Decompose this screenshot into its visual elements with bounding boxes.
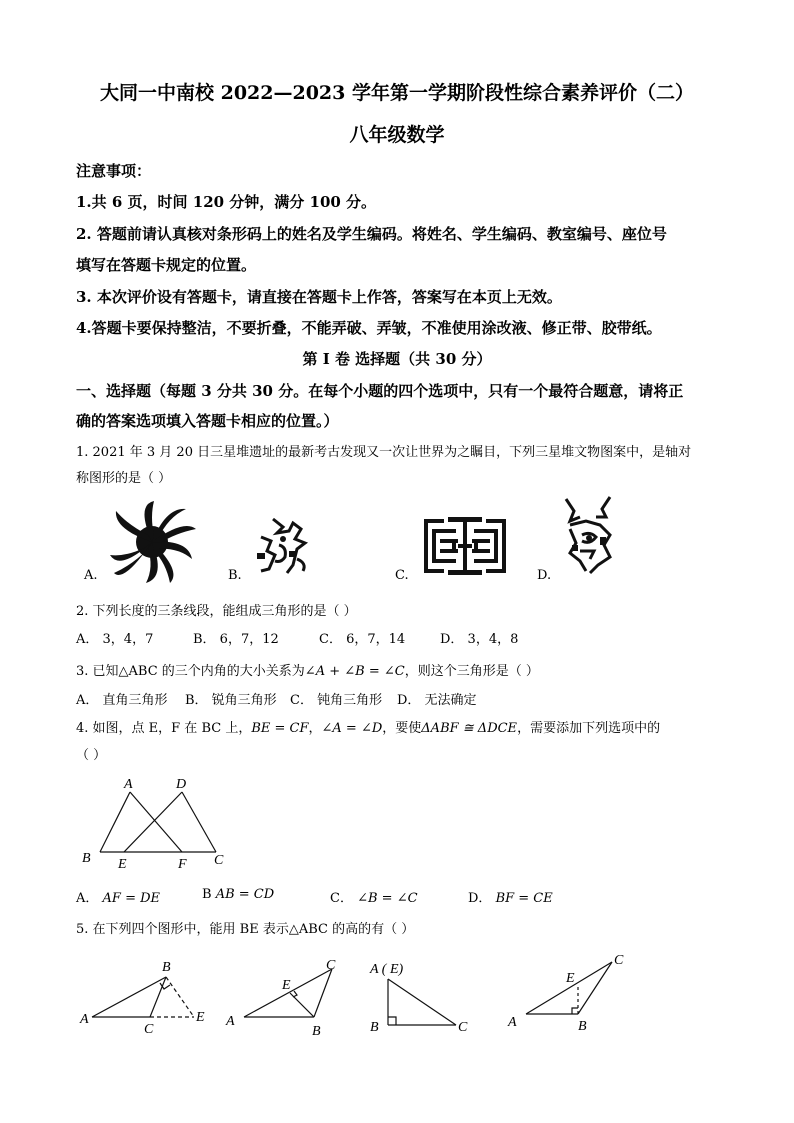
note-item: 1.共 6 页，时间 120 分钟，满分 100 分。 <box>76 193 377 211</box>
q4-triangle-figure <box>78 772 238 872</box>
section-instructions: 一、选择题（每题 3 分共 30 分。在每个小题的四个选项中，只有一个最符合题意，请将正 <box>76 382 684 400</box>
point-label: B <box>82 851 91 866</box>
q4-stem-text: ，要使 <box>382 721 422 736</box>
q4-stem <box>76 717 660 736</box>
q1-stem: 称图形的是（ ） <box>76 471 172 486</box>
point-label: A <box>226 1014 235 1029</box>
point-label: C <box>144 1022 154 1035</box>
q5-figure-2 <box>222 955 352 1040</box>
q3-stem-text: ，则这个三角形是（ ） <box>404 664 539 679</box>
q1-option-b-label: B. <box>228 568 242 583</box>
q3-option-a: A． 直角三角形 <box>76 693 168 708</box>
q4-option-c <box>330 887 418 906</box>
note-item: 填写在答题卡规定的位置。 <box>76 256 257 274</box>
note-item: 2. 答题前请认真核对条形码上的姓名及学生编码。将姓名、学生编码、教室编号、座位号 <box>76 225 667 243</box>
point-label: C <box>614 953 624 968</box>
q4-option-letter: C． <box>330 891 353 906</box>
q4-option-letter: B <box>202 887 212 902</box>
point-label: B <box>370 1020 379 1035</box>
q2-option-b: B． 6，7，12 <box>193 632 279 647</box>
dragon-artifact-image <box>253 515 315 575</box>
note-item: 3. 本次评价设有答题卡，请直接在答题卡上作答，答案写在本页上无效。 <box>76 288 562 306</box>
q3-stem-math: ∠A + ∠B = ∠C <box>304 664 405 679</box>
point-label: C <box>214 853 224 868</box>
q1-option-c-label: C. <box>395 568 409 583</box>
q4-option-math: AB = CD <box>215 887 275 902</box>
q4-stem-math: ∠A = ∠D <box>321 721 383 736</box>
point-label: E <box>282 978 291 993</box>
q1-option-d-label: D. <box>537 568 552 583</box>
q4-option-a <box>76 887 160 906</box>
q1-option-a-label: A. <box>84 568 98 583</box>
point-label: E <box>118 857 127 872</box>
section-title: 第 I 卷 选择题（共 30 分） <box>302 350 492 368</box>
bird-mask-artifact-image <box>560 495 618 575</box>
q5-figure-3 <box>364 955 484 1040</box>
q4-stem-text: ，需要添加下列选项中的 <box>517 721 661 736</box>
exam-title: 大同一中南校 2022—2023 学年第一学期阶段性综合素养评价（二） <box>100 82 694 104</box>
point-label: C <box>326 958 336 973</box>
symmetric-pattern-artifact-image <box>422 515 508 577</box>
q4-option-math: ∠B = ∠C <box>357 891 418 906</box>
q3-stem <box>76 660 539 679</box>
point-label: D <box>176 777 187 792</box>
q4-stem: （ ） <box>76 748 107 763</box>
q1-figures <box>76 495 716 585</box>
q5-stem: 5. 在下列四个图形中，能用 BE 表示△ABC 的高的有（ ） <box>76 922 415 937</box>
q3-option-b: B． 锐角三角形 <box>185 693 277 708</box>
q2-stem: 2. 下列长度的三条线段，能组成三角形的是（ ） <box>76 604 357 619</box>
q5-figure-4 <box>502 950 642 1035</box>
point-label: B <box>162 960 171 975</box>
spiral-artifact-image <box>106 499 198 585</box>
q3-option-d: D． 无法确定 <box>397 693 477 708</box>
point-label: A <box>80 1012 89 1027</box>
q4-option-letter: A． <box>76 891 99 906</box>
notes-heading: 注意事项： <box>76 162 152 180</box>
q4-option-d <box>468 887 553 906</box>
q5-figure-1 <box>76 955 216 1035</box>
point-label: A <box>124 777 133 792</box>
point-label: E <box>566 971 575 986</box>
point-label: A ( E) <box>370 962 404 977</box>
q1-stem: 1. 2021 年 3 月 20 日三星堆遗址的最新考古发现又一次让世界为之瞩目，下列三星堆文物图案中，是轴对 <box>76 445 692 460</box>
q2-option-d: D． 3，4，8 <box>440 632 519 647</box>
point-label: F <box>178 857 187 872</box>
point-label: B <box>312 1024 321 1039</box>
point-label: E <box>196 1010 205 1025</box>
point-label: B <box>578 1019 587 1034</box>
q4-stem-text: 4. 如图，点 E，F 在 BC 上， <box>76 721 252 736</box>
q2-option-a: A． 3，4，7 <box>76 632 154 647</box>
exam-subject: 八年级数学 <box>349 124 445 146</box>
section-instructions: 确的答案选项填入答题卡相应的位置。） <box>76 412 339 430</box>
q4-stem-math: ΔABF ≅ ΔDCE <box>421 721 518 736</box>
q3-stem-text: 3. 已知△ABC 的三个内角的大小关系为 <box>76 664 305 679</box>
q3-option-c: C． 钝角三角形 <box>290 693 383 708</box>
q4-option-math: BF = CE <box>495 891 553 906</box>
q4-stem-text: ， <box>308 721 322 736</box>
q4-option-math: AF = DE <box>102 891 161 906</box>
q2-option-c: C． 6，7，14 <box>319 632 406 647</box>
q4-option-b <box>202 887 274 902</box>
q4-option-letter: D． <box>468 891 492 906</box>
note-item: 4.答题卡要保持整洁，不要折叠，不能弄破、弄皱，不准使用涂改液、修正带、胶带纸。 <box>76 319 662 337</box>
point-label: A <box>508 1015 517 1030</box>
point-label: C <box>458 1020 468 1035</box>
q4-stem-math: BE = CF <box>251 721 309 736</box>
